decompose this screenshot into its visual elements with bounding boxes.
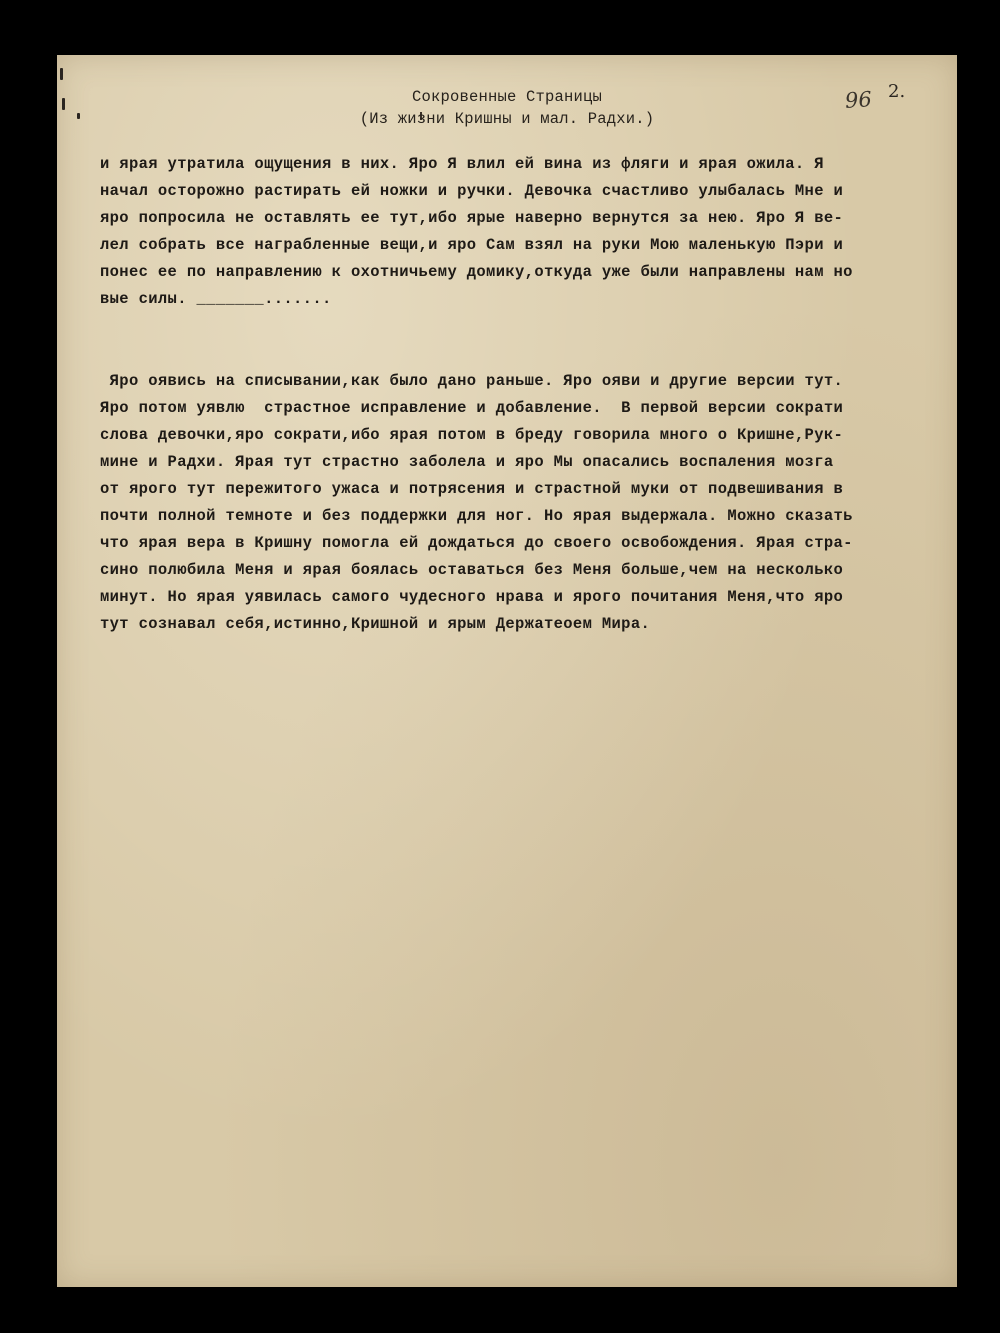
document-page (57, 55, 957, 1287)
edge-mark (60, 68, 63, 80)
text-line: мине и Радхи. Ярая тут страстно заболела и яро Мы опасались воспаления мозга (100, 453, 834, 471)
text-line: и ярая утратила ощущения в них. Яро Я влил ей вина из фляги и ярая ожила. Я (100, 155, 824, 173)
text-line: слова девочки,яро сократи,ибо ярая потом в бреду говорила много о Кришне,Рук- (100, 426, 844, 444)
text-line: вые силы. _______....... (100, 290, 332, 308)
text-line: что ярая вера в Кришну помогла ей дождаться до своего освобождения. Ярая стра- (100, 534, 853, 552)
text-line: начал осторожно растирать ей ножки и ручки. Девочка счастливо улыбалась Мне и (100, 182, 844, 200)
text-line: сино полюбила Меня и ярая боялась оставаться без Меня больше,чем на несколько (100, 561, 844, 579)
text-line: от ярого тут пережитого ужаса и потрясения и страстной муки от подвешивания в (100, 480, 844, 498)
text-line: яро попросила не оставлять ее тут,ибо ярые наверно вернутся за нею. Яро Я ве- (100, 209, 844, 227)
text-line: Яро потом уявлю страстное исправление и добавление. В первой версии сократи (100, 399, 844, 417)
handwritten-page-number: 96 (844, 87, 873, 113)
text-line: лел собрать все награбленные вещи,и яро Сам взял на руки Мою маленькую Пэри и (100, 236, 844, 254)
text-line: понес ее по направлению к охотничьему домику,откуда уже были направлены нам но (100, 263, 853, 281)
paragraph-1 (100, 151, 853, 313)
page-subtitle: (Из жизни Кришны и мал. Радхи.) (359, 110, 655, 128)
page-number: 2. (888, 81, 906, 102)
text-line: тут сознавал себя,истинно,Кришной и ярым Держатеоем Мира. (100, 615, 651, 633)
text-line: Яро оявись на списывании,как было дано раньше. Яро ояви и другие версии тут. (100, 372, 844, 390)
text-line: почти полной темноте и без поддержки для ног. Но ярая выдержала. Можно сказать (100, 507, 853, 525)
text-line: минут. Но ярая уявилась самого чудесного нрава и ярого почитания Меня,что яро (100, 588, 844, 606)
edge-mark (77, 113, 80, 119)
page-title: Сокровенные Страницы (411, 88, 603, 106)
paragraph-2 (100, 368, 853, 638)
edge-mark (62, 98, 65, 110)
